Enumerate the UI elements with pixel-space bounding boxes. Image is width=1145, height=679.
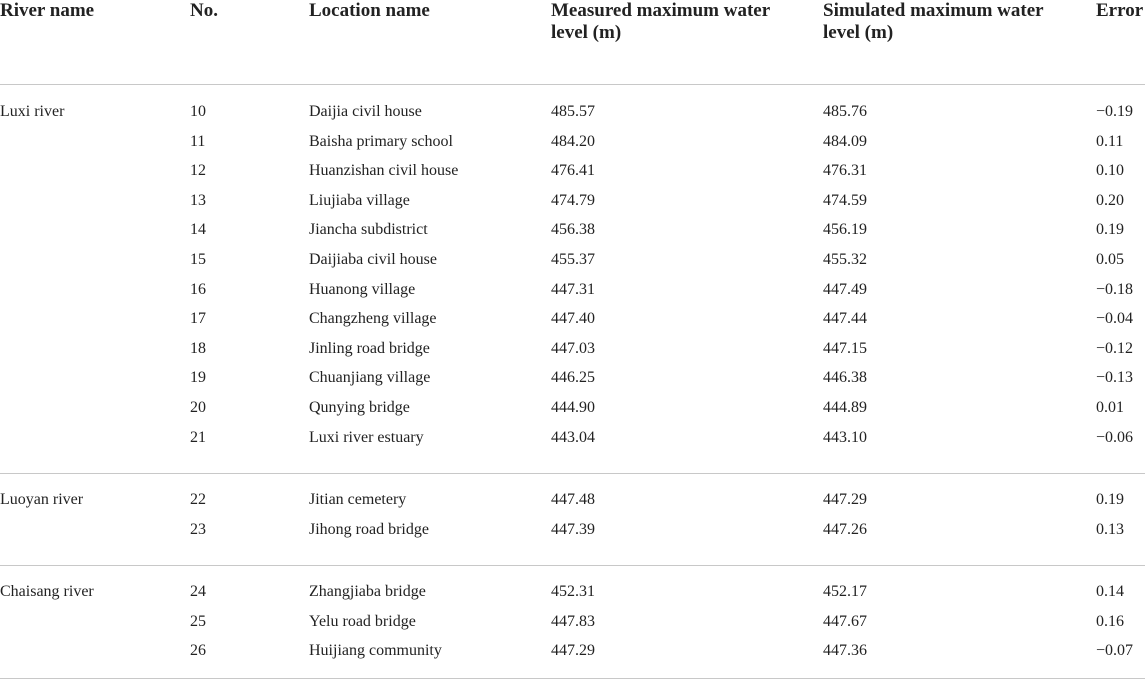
no-cell: 26: [190, 642, 206, 660]
table-row: [0, 161, 1145, 191]
no-cell: 23: [190, 520, 206, 538]
table-row: [0, 582, 1145, 612]
error-cell: 0.20: [1096, 191, 1124, 209]
river-group: [0, 565, 1145, 679]
table-row: [0, 368, 1145, 398]
error-cell: −0.12: [1096, 339, 1134, 357]
location-name-cell: Yelu road bridge: [309, 612, 416, 630]
simulated-level-cell: 452.17: [823, 583, 867, 600]
error-cell: 0.01: [1096, 399, 1124, 416]
no-cell: 19: [190, 369, 206, 387]
no-cell: 15: [190, 251, 206, 268]
simulated-level-cell: 456.19: [823, 221, 867, 239]
simulated-level-cell: 447.49: [823, 280, 867, 298]
simulated-level-cell: 443.10: [823, 428, 867, 446]
simulated-level-cell: 476.31: [823, 162, 867, 180]
location-name-cell: Huijiang community: [309, 642, 442, 660]
no-cell: 13: [190, 191, 206, 209]
error-cell: 0.19: [1096, 221, 1124, 239]
location-name-cell: Chuanjiang village: [309, 369, 431, 387]
measured-level-cell: 455.37: [551, 251, 595, 268]
error-cell: 0.11: [1096, 132, 1124, 150]
river-name-cell: Chaisang river: [0, 583, 94, 600]
header-simulated-max-water-level: Simulated maximum water level (m): [823, 0, 1044, 43]
error-cell: −0.13: [1096, 369, 1134, 387]
simulated-level-cell: 447.15: [823, 339, 867, 357]
no-cell: 25: [190, 612, 206, 630]
simulated-level-cell: 447.36: [823, 642, 867, 660]
table-row: [0, 132, 1145, 162]
header-no: No.: [190, 0, 218, 21]
location-name-cell: Jitian cemetery: [309, 491, 407, 508]
simulated-level-cell: 447.29: [823, 491, 867, 508]
location-name-cell: Zhangjiaba bridge: [309, 583, 426, 600]
simulated-level-cell: 455.32: [823, 251, 867, 268]
table-row: [0, 220, 1145, 250]
no-cell: 12: [190, 162, 206, 180]
error-cell: 0.14: [1096, 583, 1124, 600]
no-cell: 24: [190, 583, 206, 600]
simulated-level-cell: 446.38: [823, 369, 867, 387]
simulated-level-cell: 447.44: [823, 310, 867, 328]
measured-level-cell: 474.79: [551, 191, 595, 209]
measured-level-cell: 447.83: [551, 612, 595, 630]
location-name-cell: Qunying bridge: [309, 399, 410, 416]
header-location-name: Location name: [309, 0, 430, 21]
location-name-cell: Huanzishan civil house: [309, 162, 459, 180]
error-cell: −0.06: [1096, 428, 1134, 446]
simulated-level-cell: 447.26: [823, 520, 867, 538]
error-cell: 0.05: [1096, 251, 1124, 268]
table-row: [0, 102, 1145, 132]
measured-level-cell: 476.41: [551, 162, 595, 180]
simulated-level-cell: 484.09: [823, 132, 867, 150]
location-name-cell: Daijiaba civil house: [309, 251, 437, 268]
measured-level-cell: 443.04: [551, 428, 595, 446]
error-cell: −0.07: [1096, 642, 1134, 660]
location-name-cell: Jinling road bridge: [309, 339, 430, 357]
measured-level-cell: 452.31: [551, 583, 595, 600]
location-name-cell: Baisha primary school: [309, 132, 453, 150]
no-cell: 17: [190, 310, 206, 328]
table-row: [0, 428, 1145, 458]
measured-level-cell: 484.20: [551, 132, 595, 150]
error-cell: −0.04: [1096, 310, 1134, 328]
measured-level-cell: 447.31: [551, 280, 595, 298]
table-row: [0, 490, 1145, 520]
simulated-level-cell: 485.76: [823, 103, 867, 120]
table-row: [0, 309, 1145, 339]
table-row: [0, 339, 1145, 369]
no-cell: 18: [190, 339, 206, 357]
simulated-level-cell: 474.59: [823, 191, 867, 209]
measured-level-cell: 447.40: [551, 310, 595, 328]
location-name-cell: Daijia civil house: [309, 103, 422, 120]
measured-level-cell: 447.03: [551, 339, 595, 357]
table-header: [0, 0, 1145, 85]
error-cell: −0.19: [1096, 103, 1134, 120]
measured-level-cell: 447.29: [551, 642, 595, 660]
table-row: [0, 520, 1145, 550]
error-cell: −0.18: [1096, 280, 1134, 298]
table-row: [0, 641, 1145, 671]
table-row: [0, 612, 1145, 642]
no-cell: 21: [190, 428, 206, 446]
location-name-cell: Luxi river estuary: [309, 428, 424, 446]
location-name-cell: Changzheng village: [309, 310, 437, 328]
location-name-cell: Jihong road bridge: [309, 520, 429, 538]
simulated-level-cell: 447.67: [823, 612, 867, 630]
location-name-cell: Liujiaba village: [309, 191, 410, 209]
table-row: [0, 191, 1145, 221]
measured-level-cell: 456.38: [551, 221, 595, 239]
table-row: [0, 398, 1145, 428]
no-cell: 14: [190, 221, 206, 239]
header-measured-max-water-level: Measured maximum water level (m): [551, 0, 770, 43]
no-cell: 20: [190, 399, 206, 416]
river-name-cell: Luxi river: [0, 103, 65, 120]
river-group: [0, 85, 1145, 474]
measured-level-cell: 446.25: [551, 369, 595, 387]
location-name-cell: Jiancha subdistrict: [309, 221, 428, 239]
simulated-level-cell: 444.89: [823, 399, 867, 416]
river-name-cell: Luoyan river: [0, 491, 84, 508]
error-cell: 0.19: [1096, 491, 1124, 508]
river-group: [0, 473, 1145, 566]
location-name-cell: Huanong village: [309, 280, 416, 298]
measured-level-cell: 485.57: [551, 103, 595, 120]
error-cell: 0.10: [1096, 162, 1124, 180]
header-error: Error: [1096, 0, 1144, 21]
header-river-name: River name: [0, 0, 95, 21]
no-cell: 11: [190, 132, 206, 150]
table-row: [0, 280, 1145, 310]
no-cell: 16: [190, 280, 206, 298]
error-cell: 0.16: [1096, 612, 1124, 630]
no-cell: 22: [190, 491, 206, 508]
table-row: [0, 250, 1145, 280]
measured-level-cell: 447.39: [551, 520, 595, 538]
error-cell: 0.13: [1096, 520, 1124, 538]
no-cell: 10: [190, 103, 206, 120]
measured-level-cell: 447.48: [551, 491, 595, 508]
measured-level-cell: 444.90: [551, 399, 595, 416]
